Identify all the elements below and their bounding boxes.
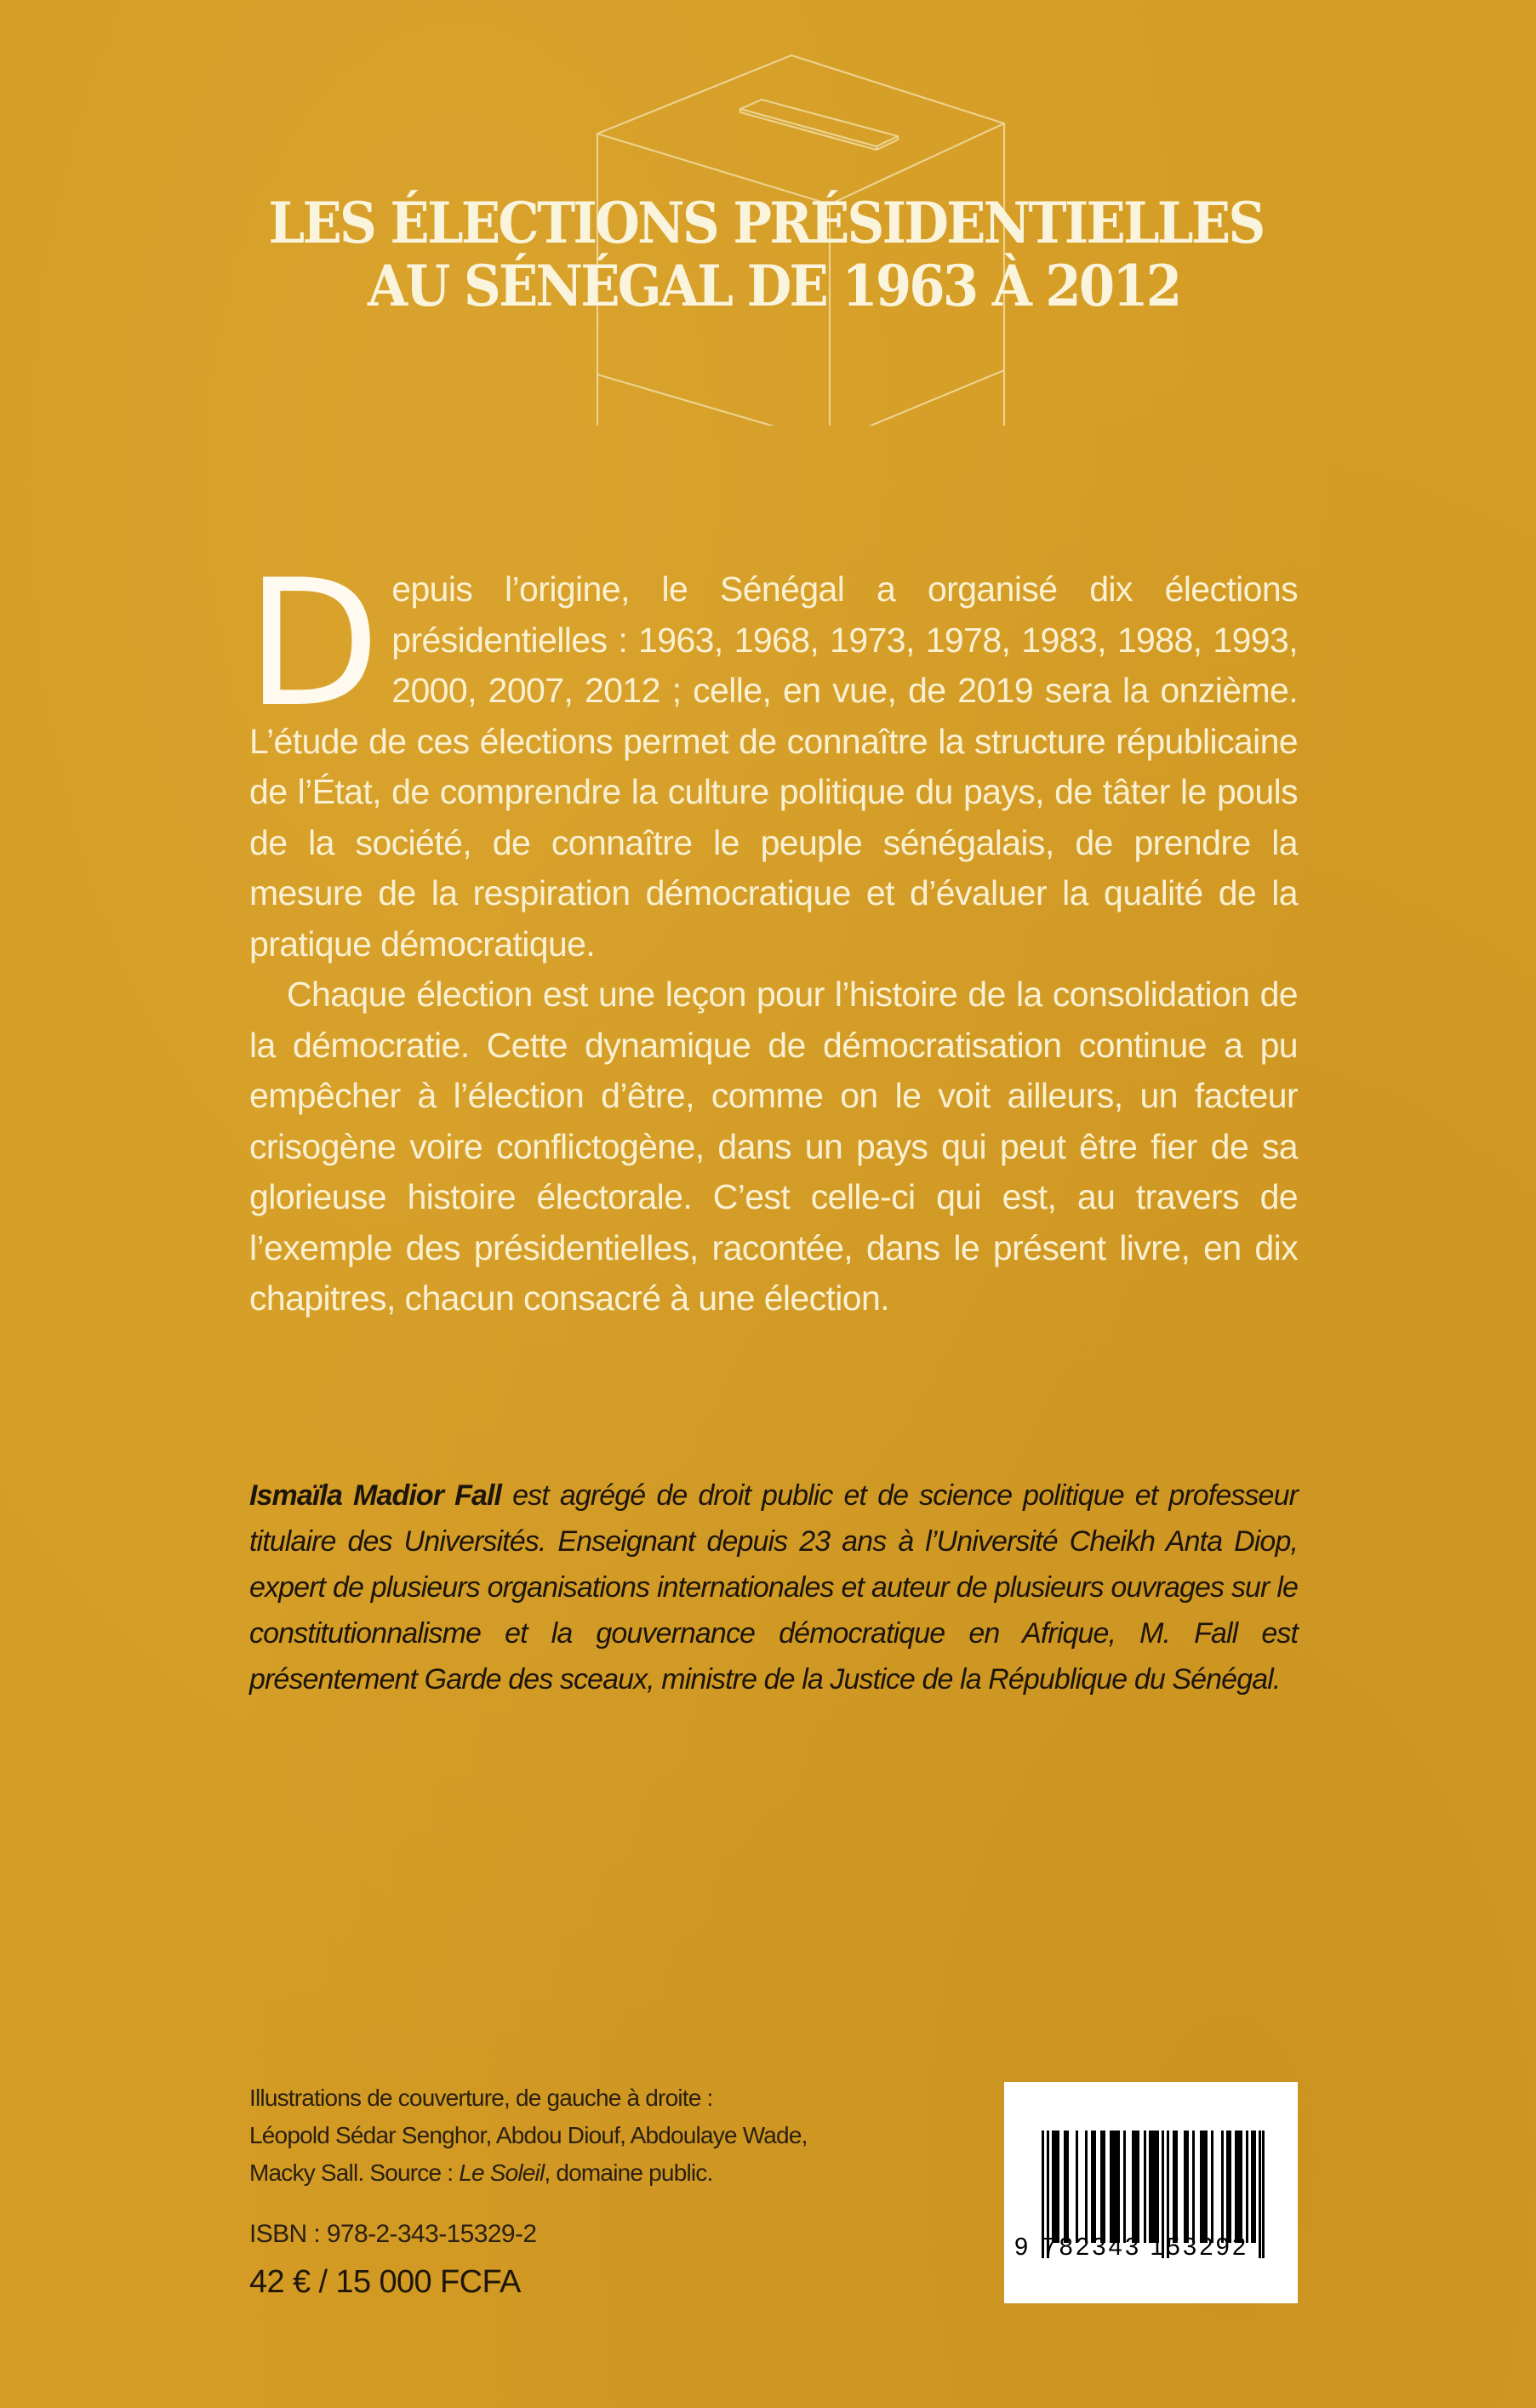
credits-source-name: Le Soleil [459, 2159, 545, 2186]
credits-line-3-suffix: , domaine public. [544, 2159, 713, 2186]
title-line-1: LES ÉLECTIONS PRÉSIDENTIELLES [268, 190, 1264, 256]
blurb-paragraph-2: Chaque élection est une leçon pour l’histoire de la consolidation de la démocratie. Cette dynamique de démocratisation continue a pu empêcher à l’élection d’être, comme on le voit ailleurs, un facteur crisogène voire conflictogène, dans un pays qui peut être fier de sa glorieuse histoire électorale. C’est celle-ci qui est, au travers de l’exemple des présidentielles, racontée, dans le présent livre, en dix chapitres, chacun consacré à une élection. [249, 975, 1298, 1318]
barcode-group-2: 153292 [1150, 2234, 1249, 2261]
credits-line-2: Léopold Sédar Senghor, Abdou Diouf, Abdoulaye Wade, [249, 2122, 808, 2148]
title-line-2: AU SÉNÉGAL DE 1963 À 2012 [368, 253, 1180, 319]
price-label: 42 € / 15 000 FCFA [249, 2264, 521, 2300]
credits-line-3 [249, 2154, 845, 2192]
barcode-digits [1014, 2234, 1287, 2262]
credits-line-1: Illustrations de couverture, de gauche à droite : [249, 2085, 713, 2111]
credits-line-3-prefix: Macky Sall. Source : [249, 2159, 460, 2186]
book-title [218, 192, 1314, 317]
blurb-paragraph-1-text: epuis l’origine, le Sénégal a organisé dix élections présidentielles : 1963, 1968, 1973, 1978, 1983, 1988, 1993, 2000, 2007, 2012 ; celle, en vue, de 2019 sera la onzième. L’étude de ces élections permet de connaître la structure républicaine de l’État, de comprendre la culture politique du pays, de tâter le pouls de la société, de connaître le peuple sénégalais, de prendre la mesure de la respiration démocratique et d’évaluer la qualité de la pratique démocratique. [249, 569, 1298, 964]
author-name: Ismaïla Madior Fall [249, 1479, 502, 1512]
back-cover-blurb [246, 543, 1298, 1324]
barcode-group-1: 782343 [1042, 2234, 1142, 2261]
barcode-lead-digit: 9 [1014, 2234, 1031, 2261]
isbn-label: ISBN : 978-2-343-15329-2 [249, 2220, 537, 2248]
illustration-credits [249, 2079, 845, 2192]
barcode [1004, 2082, 1298, 2303]
author-bio [249, 1473, 1298, 1702]
author-bio-text: est agrégé de droit public et de science politique et professeur titulaire des Universités. Enseignant depuis 23 ans à l’Université Cheikh Anta Diop, expert de plusieurs organisations internationales et auteur de plusieurs ouvrages sur le constitutionnalisme et la gouvernance démocratique en Afrique, M. Fall est présentement Garde des sceaux, ministre de la Justice de la République du Sénégal. [249, 1479, 1299, 1696]
blurb-paragraph-1 [246, 543, 1298, 969]
drop-cap: D [246, 543, 380, 746]
